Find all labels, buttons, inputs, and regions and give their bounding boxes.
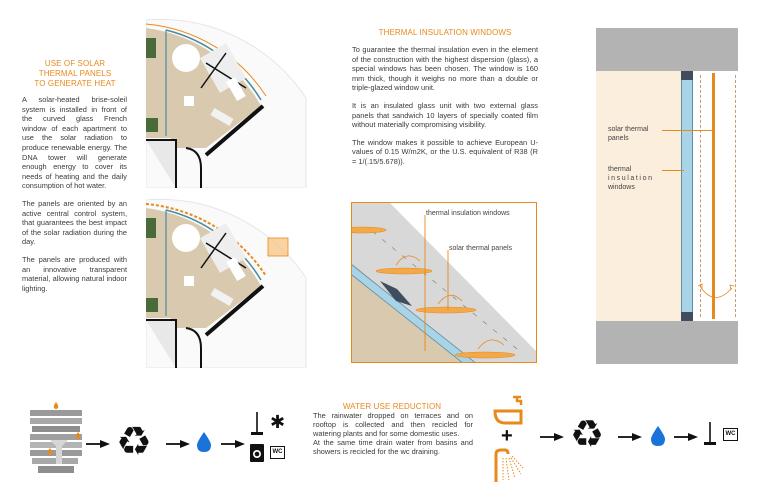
section-label-line: thermal: [608, 166, 632, 173]
leader-line-panels: [662, 130, 712, 131]
thermal-paragraph: It is an insulated glass unit with two external glass panels that sandwich 10 layers of specially coated film without materially compromising visibility.: [352, 100, 538, 130]
thermal-paragraph: To guarantee the thermal insulation even in the element of the construction with the highest dispersion (glass), a special windows has been chosen. The window is 160 mm thick, though it weighs no more than a double or triple-glazed window unit.: [352, 45, 538, 93]
thermal-description: [352, 45, 538, 175]
interior-space: [596, 71, 681, 321]
washing-machine-icon: [250, 444, 264, 462]
arrow-icon: [221, 440, 245, 448]
water-drop-icon: [197, 432, 211, 452]
solar-paragraph: The panels are oriented by an active central control system, that guarantees the best impact of the solar radiation during the day.: [22, 198, 127, 247]
recycle-icon: ♻: [116, 420, 152, 464]
floor-slab: [596, 321, 738, 364]
floor-plan-top: [146, 18, 326, 188]
building-icon: [28, 402, 84, 474]
mop-icon: [250, 412, 264, 436]
section-label-line: insulation: [608, 175, 654, 182]
window-frame-top: [681, 71, 693, 80]
window-detail-drawing: [352, 203, 537, 363]
arrow-icon: [166, 440, 190, 448]
water-drop-icon: [651, 426, 665, 446]
plant-icon: ✱: [270, 412, 286, 432]
mop-icon: [703, 422, 717, 446]
wc-icon: WC: [270, 446, 285, 459]
window-frame-bottom: [681, 312, 693, 321]
detail-highlight: [268, 238, 288, 256]
rotation-arrow-icon: [696, 282, 736, 304]
wall-section-diagram: [596, 28, 738, 364]
window-detail-diagram: [351, 202, 537, 363]
shower-icon: [493, 448, 525, 482]
recycle-icon: ♻: [570, 414, 605, 456]
water-description: [313, 411, 473, 456]
solar-heading-line: USE OF SOLAR: [44, 59, 106, 68]
arrow-icon: [540, 433, 564, 441]
panel-rotation-envelope: [700, 75, 736, 317]
water-paragraph: The rainwater dropped on terraces and on rooftop is collected and then recicled for watering plants and for some domestic uses.: [313, 411, 473, 438]
section-label-line: panels: [608, 135, 629, 142]
thermal-heading: THERMAL INSULATION WINDOWS: [378, 28, 512, 37]
detail-label-windows: thermal insulation windows: [426, 210, 510, 217]
glass-window: [681, 71, 693, 321]
arrow-icon: [86, 440, 110, 448]
section-label-line: solar thermal: [608, 126, 649, 133]
arrow-icon: [618, 433, 642, 441]
solar-heading-line: TO GENERATE HEAT: [34, 79, 116, 88]
plus-sign: +: [501, 425, 513, 447]
section-label-panels: [608, 125, 648, 143]
solar-heading-line: THERMAL PANELS: [38, 69, 112, 78]
ceiling-slab: [596, 28, 738, 71]
water-paragraph: At the same time drain water from basins and showers is recicled for the wc draining.: [313, 438, 473, 456]
arrow-icon: [674, 433, 698, 441]
section-label-line: windows: [608, 184, 635, 191]
solar-paragraph: The panels are produced with an innovative transparent material, allowing natural indoor lighting.: [22, 254, 127, 293]
solar-description: [22, 95, 127, 301]
wc-icon: WC: [723, 428, 738, 441]
thermal-paragraph: The window makes it possible to achieve European U-values of 0.15 W/m2K, or the U.S. equivalent of R38 (R = 1/(.15/5.678)).: [352, 137, 538, 166]
floor-plan-bottom: [146, 198, 326, 368]
solar-heading: [20, 59, 130, 89]
solar-paragraph: A solar-heated brise-soleil system is installed in front of the curved glass French window of each apartment to use the solar radiation to produce renewable energy. The DNA tower will generate enough energy to cover its needs of heating and the daily consumption of hot water.: [22, 95, 127, 191]
sink-icon: [493, 395, 523, 425]
water-heading: WATER USE REDUCTION: [342, 402, 442, 411]
leader-line-windows: [662, 170, 684, 171]
detail-label-panels: solar thermal panels: [449, 245, 513, 252]
section-label-windows: [608, 165, 654, 192]
